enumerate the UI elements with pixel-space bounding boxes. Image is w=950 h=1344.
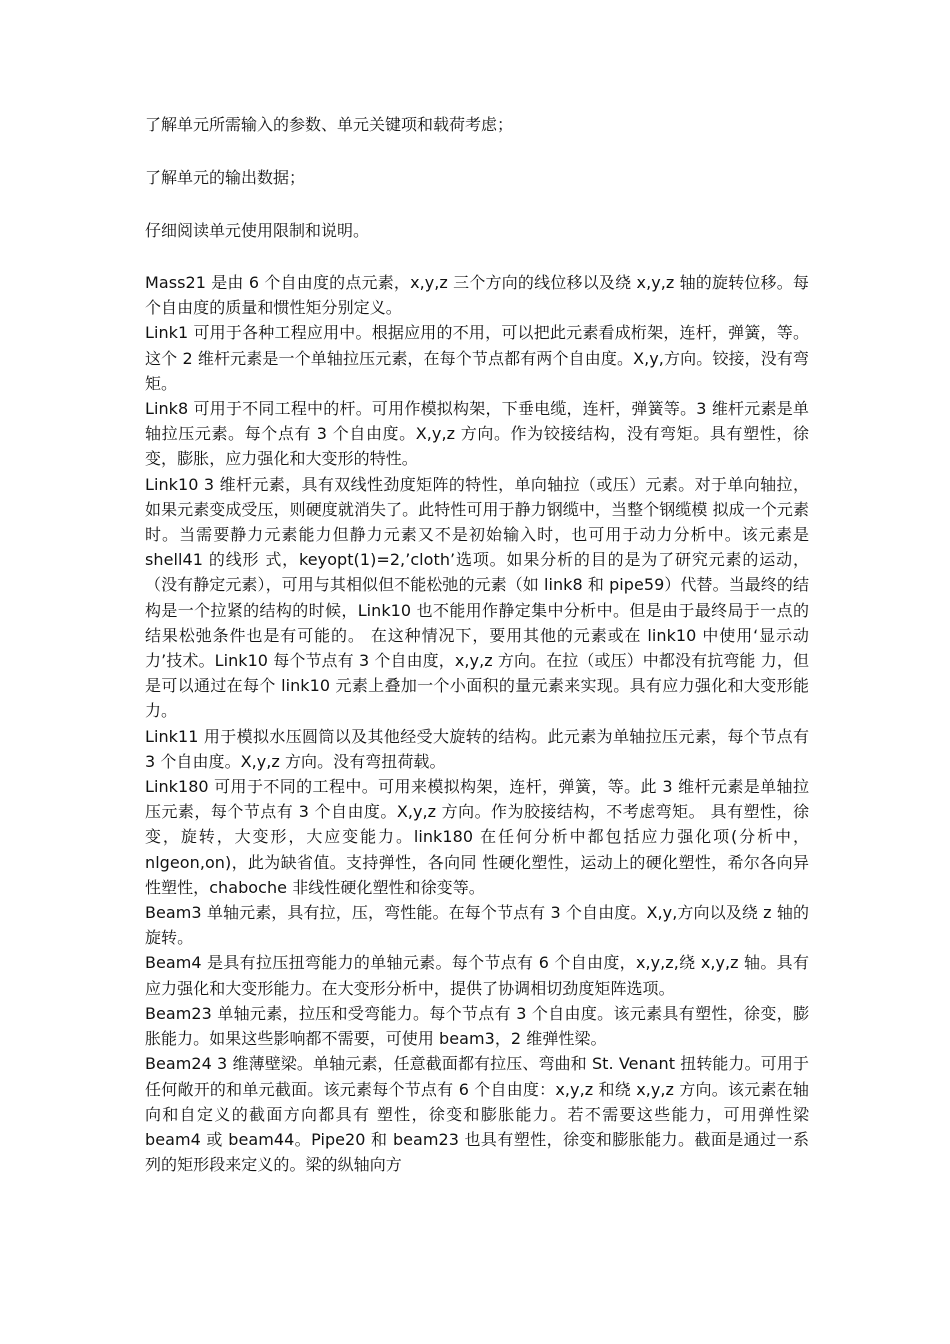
intro-line: 了解单元的输出数据； <box>145 168 306 187</box>
entry-beam4: Beam4 是具有拉压扭弯能力的单轴元素。每个节点有 6 个自由度，x,y,z,绕 x,y,z 轴。具有应力强化和大变形能力。在大变形分析中，提供了协调相切劲度矩阵选项。 <box>145 953 809 998</box>
entry-beam24: Beam24 3 维薄壁梁。单轴元素，任意截面都有拉压、弯曲和 St. Venant 扭转能力。可用于任何敞开的和单元截面。该元素每个节点有 6 个自由度：x,y,z 和绕 x,y,z 方向。该元素在轴向和自定义的截面方向都具有 塑性，徐变和膨胀能力。若不需要这些能力，可用弹性梁 beam4 或 beam44。Pipe20 和 beam23 也具有塑性，徐变和膨胀能力。截面是通过一系 列的矩形段来定义的。梁的纵轴向方 <box>145 1054 809 1175</box>
entry-link11: Link11 用于模拟水压圆筒以及其他经受大旋转的结构。此元素为单轴拉压元素，每个节点有 3 个自由度。X,y,z 方向。没有弯扭荷载。 <box>145 726 809 771</box>
entry-link1: Link1 可用于各种工程应用中。根据应用的不用，可以把此元素看成桁架，连杆，弹簧，等。这个 2 维杆元素是一个单轴拉压元素，在每个节点都有两个自由度。X,y,方向。铰接，没有弯矩。 <box>145 323 809 393</box>
entry-link180: Link180 可用于不同的工程中。可用来模拟构架，连杆，弹簧，等。此 3 维杆元素是单轴拉压元素，每个节点有 3 个自由度。X,y,z 方向。作为胶接结构，不考虑弯矩。 具有塑性，徐变，旋转，大变形，大应变能力。link180 在任何分析中都包括应力强化项(分析中，nlgeon,on)，此为缺省值。支持弹性，各向同 性硬化塑性，运动上的硬化塑性，希尔各向异性塑性，chaboche 非线性硬化塑性和徐变等。 <box>145 777 809 897</box>
document-page <box>145 112 809 1177</box>
intro-line: 了解单元所需输入的参数、单元关键项和载荷考虑； <box>145 115 514 134</box>
entry-link8: Link8 可用于不同工程中的杆。可用作模拟构架，下垂电缆，连杆，弹簧等。3 维杆元素是单轴拉压元素。每个点有 3 个自由度。X,y,z 方向。作为铰接结构，没有弯矩。具有塑性，徐变，膨胀，应力强化和大变形的特性。 <box>145 399 809 469</box>
entry-beam3: Beam3 单轴元素，具有拉，压，弯性能。在每个节点有 3 个自由度。X,y,方向以及绕 z 轴的旋转。 <box>145 903 809 948</box>
entry-mass21: Mass21 是由 6 个自由度的点元素，x,y,z 三个方向的线位移以及绕 x,y,z 轴的旋转位移。每个自由度的质量和惯性矩分别定义。 <box>145 273 809 318</box>
entry-beam23: Beam23 单轴元素，拉压和受弯能力。每个节点有 3 个自由度。该元素具有塑性，徐变，膨胀能力。如果这些影响都不需要，可使用 beam3，2 维弹性梁。 <box>145 1003 809 1049</box>
element-descriptions <box>145 270 809 1177</box>
entry-link10: Link10 3 维杆元素，具有双线性劲度矩阵的特性，单向轴拉（或压）元素。对于单向轴拉，如果元素变成受压，则硬度就消失了。此特性可用于静力钢缆中，当整个钢缆模 拟成一个元素时。当需要静力元素能力但静力元素又不是初始输入时，也可用于动力分析中。该元素是 shell41 的线形 式，keyopt(1)=2,’cloth’选项。如果分析的目的是为了研究元素的运动，（没有静定元素），可用与其相似但不能松弛的元素（如 link8 和 pipe59）代替。当最终的结构是一个拉紧的结构的时候，Link10 也不能用作静定集中分析中。但是由于最终局于一点的结果松弛条件也是有可能的。 在这种情况下，要用其他的元素或在 link10 中使用‘显示动力’技术。Link10 每个节点有 3 个自由度，x,y,z 方向。在拉（或压）中都没有抗弯能 力，但是可以通过在每个 link10 元素上叠加一个小面积的量元素来实现。具有应力强化和大变形能力。 <box>145 474 809 721</box>
intro-line: 仔细阅读单元使用限制和说明。 <box>145 221 370 240</box>
